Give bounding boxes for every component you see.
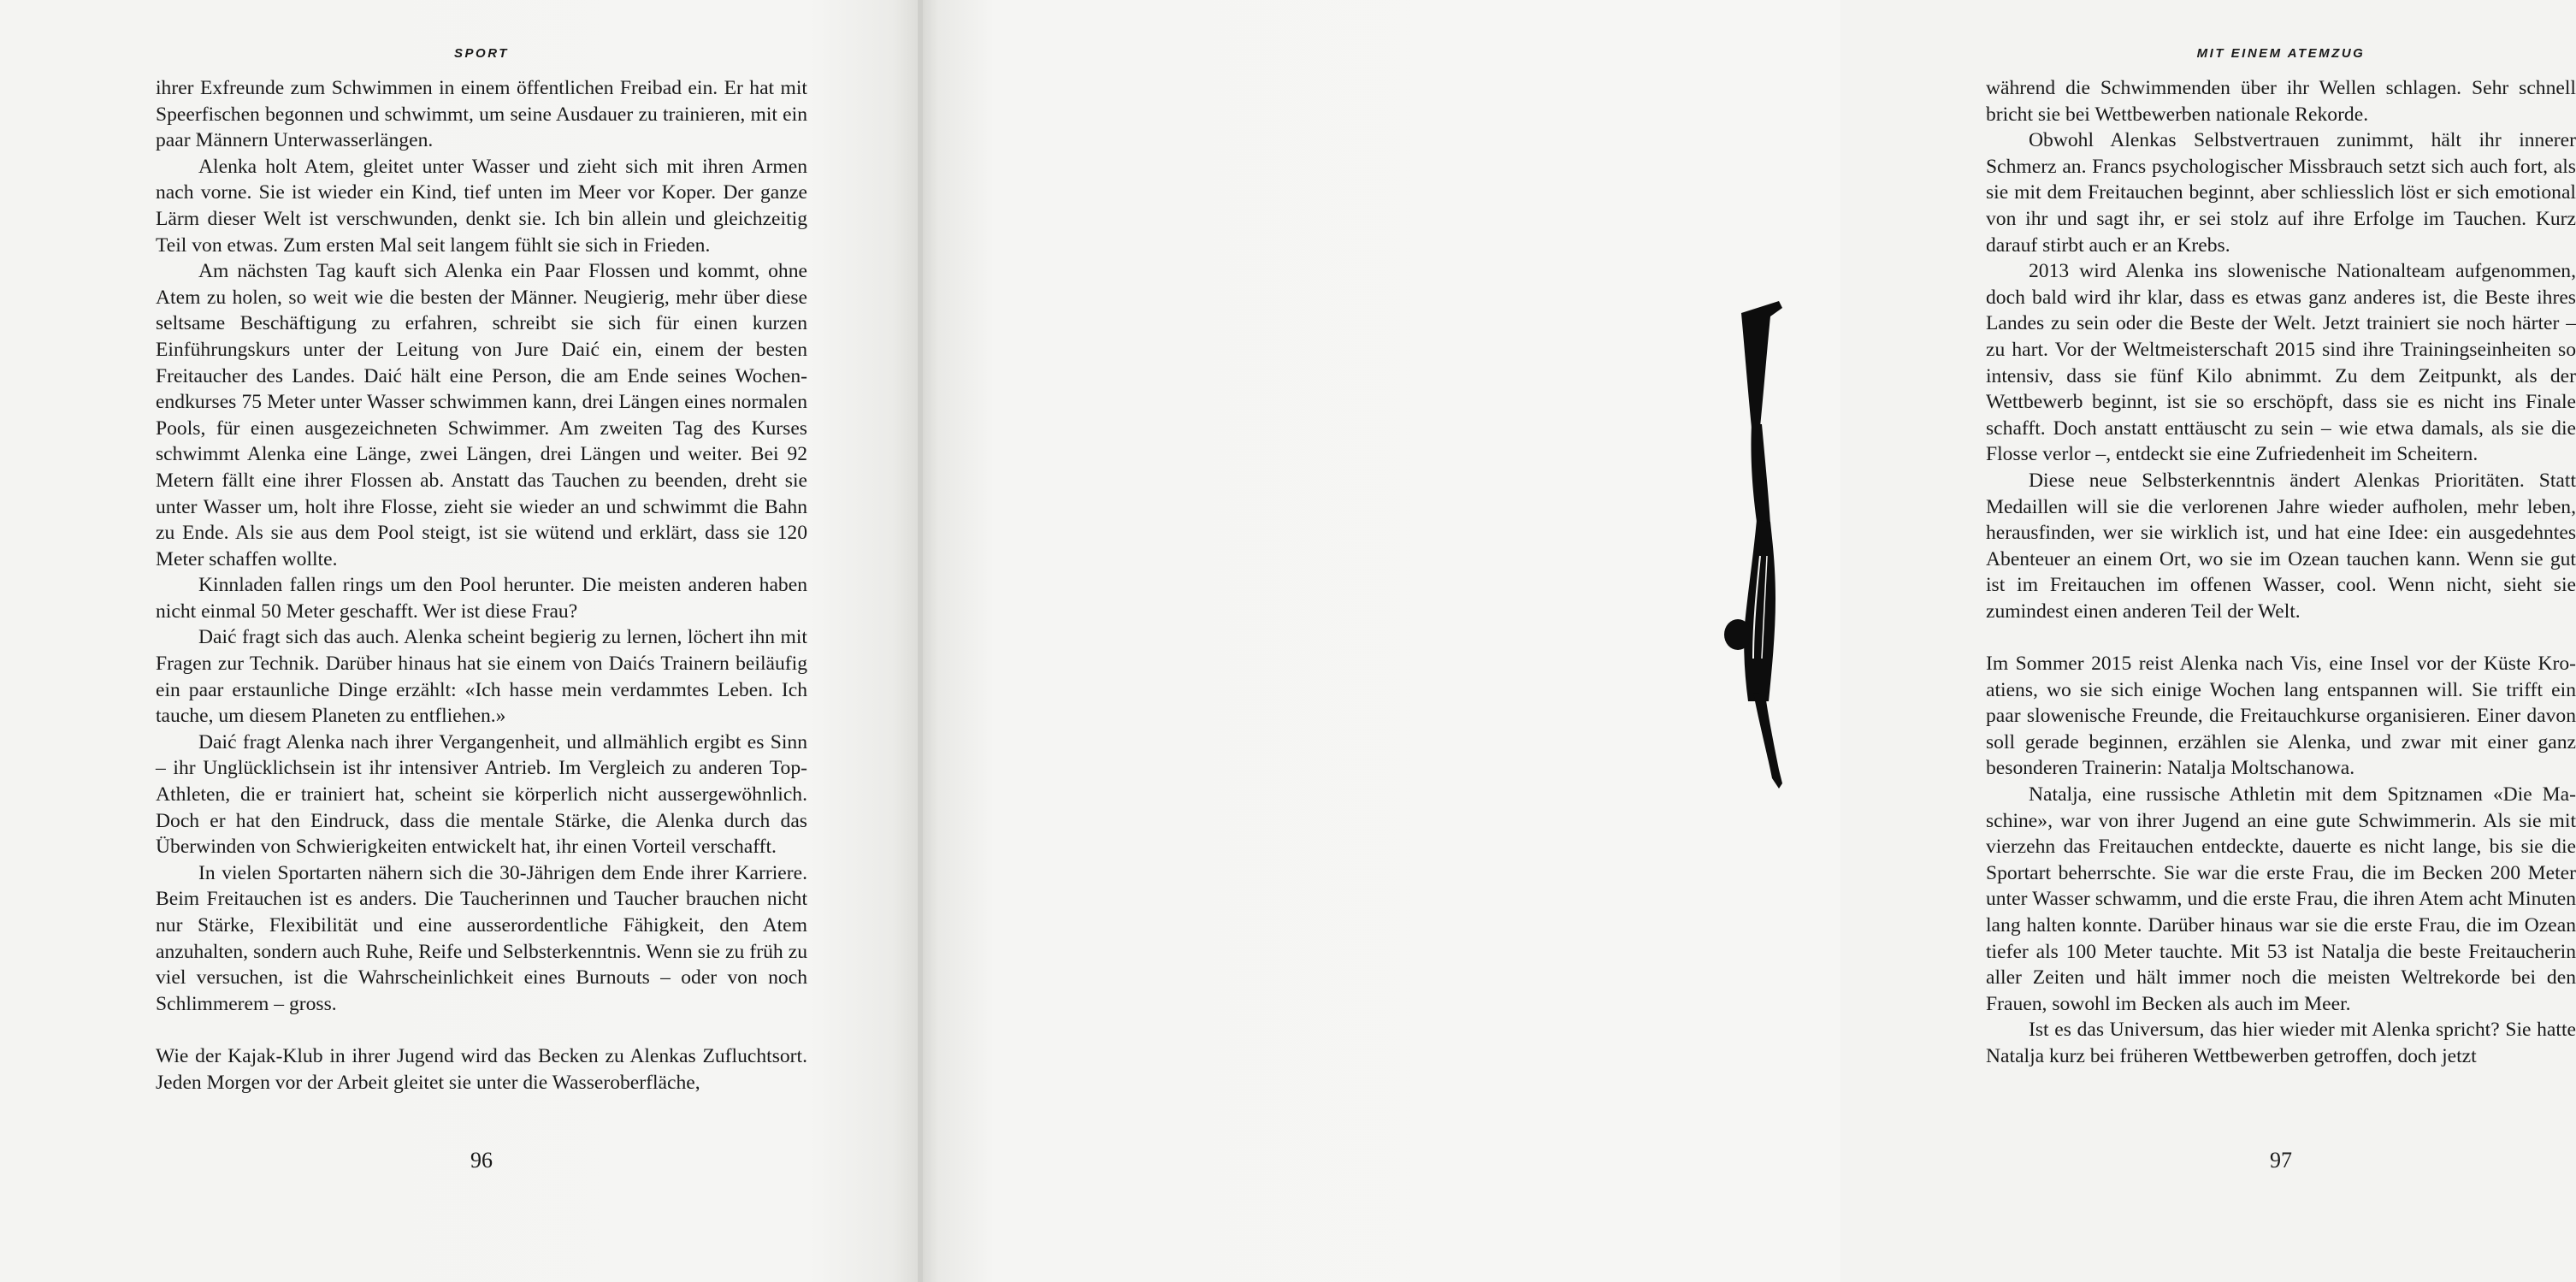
paragraph: Wie der Kajak-Klub in ihrer Jugend wird das Becken zu Alenkas Zufluchtsort. Jeden Morgen vor der Arbeit gleitet sie unter die Wasseroberfläche,	[156, 1044, 807, 1094]
paragraph: Kinnladen fallen rings um den Pool herunter. Die meisten anderen haben nicht einmal 50 Meter geschafft. Wer ist diese Frau?	[156, 574, 807, 623]
paragraph: Obwohl Alenkas Selbstvertrauen zunimmt, hält ihr innerer Schmerz an. Francs psychologischer Missbrauch setzt sich auch fort, als sie mit dem Freitauchen beginnt, aber schliesslich löst er sich emotional von ihr und sagt ihr, er sei stolz auf ihre Erfolge im Tauchen. Kurz darauf stirbt auch er an Krebs.	[1986, 129, 2576, 257]
running-head-right: MIT EINEM ATEMZUG	[2196, 46, 2366, 61]
paragraph: Daić fragt Alenka nach ihrer Vergangenheit, und allmählich ergibt es Sinn – ihr Unglücklichsein ist ihr intensiver Antrieb. Im Vergleich zu anderen Top-Athleten, die er trainiert hat, scheint sie körperlich nicht aussergewöhnlich. Doch er hat den Eindruck, dass die mentale Stärke, die Alenka durch das Überwinden von Schwierigkeiten entwickelt hat, ihr einen Vorteil verschafft.	[156, 730, 807, 859]
paragraph: Natalja, eine russische Athletin mit dem Spitznamen «Die Maschine», war von ihrer Jugend an eine gute Schwimmerin. Als sie mit vierzehn das Freitauchen entdeckte, dauerte es nicht lange, bis sie die Sportart beherrschte. Sie war die erste Frau, die im Becken 200 Meter unter Wasser schwamm, und die erste Frau, die ihren Atem acht Minuten lang halten konnte. Darüber hinaus war sie die erste Frau, die im Ozean tiefer als 100 Meter tauchte. Mit 53 ist Natalja die beste Freitaucherin aller Zeiten und hält immer noch die meisten Weltrekorde bei den Frauen, sowohl im Becken als auch im Meer.	[1986, 783, 2576, 1015]
paragraph: Daić fragt sich das auch. Alenka scheint begierig zu lernen, löchert ihn mit Fragen zur Technik. Darüber hinaus hat sie einem von Daićs Trainern beiläufig ein paar erstaunliche Dinge erzählt: «Ich hasse mein verdammtes Leben. Ich tauche, um diesem Planeten zu entfliehen.»	[156, 626, 807, 728]
text-column-left	[156, 75, 807, 1096]
paragraph: Im Sommer 2015 reist Alenka nach Vis, eine Insel vor der Küste Kroatiens, wo sie sich einige Wochen lang entspannen will. Sie trifft ein paar slowenische Freunde, die Freitauchkurse organisieren. Einer davon soll gerade beginnen, erzählen sie Alenka, und zwar mit einer ganz besonderen Trainerin: Natalja Moltschanowa.	[1986, 653, 2576, 780]
book-gutter	[918, 0, 923, 1282]
right-page	[920, 0, 2576, 1282]
paragraph: ihrer Exfreunde zum Schwimmen in einem öffentlichen Freibad ein. Er hat mit Speerfischen begonnen und schwimmt, um seine Ausdauer zu trainieren, mit ein paar Männern Unterwasserlängen.	[156, 77, 807, 152]
running-head-left: SPORT	[454, 46, 509, 61]
paragraph: Am nächsten Tag kauft sich Alenka ein Paar Flossen und kommt, ohne Atem zu holen, so weit wie die besten der Männer. Neugierig, mehr über diese seltsame Beschäftigung zu erfahren, schreibt sie sich für einen kurzen Einführungskurs unter der Leitung von Jure Daić ein, einem der besten Freitaucher des Landes. Daić hält eine Person, die am Ende seines Wochenendkurses 75 Meter unter Wasser schwimmen kann, drei Längen eines normalen Pools, für einen ausgezeichneten Schwimmer. Am zweiten Tag des Kurses schwimmt Alenka eine Länge, zwei Längen, drei Längen und weiter. Bei 92 Metern fällt eine ihrer Flossen ab. Anstatt das Tauchen zu beenden, dreht sie unter Wasser um, holt ihre Flosse, zieht sie wieder an und schwimmt die Bahn zu Ende. Als sie aus dem Pool steigt, ist sie wütend und erklärt, dass sie 120 Meter schaffen wollte.	[156, 260, 807, 570]
left-page	[0, 0, 920, 1282]
paragraph: Ist es das Universum, das hier wieder mit Alenka spricht? Sie hatte Natalja kurz bei früheren Wettbewerben getroffen, doch jetzt	[1986, 1019, 2576, 1067]
paragraph: Diese neue Selbsterkenntnis ändert Alenkas Prioritäten. Statt Medaillen will sie die verlorenen Jahre wieder aufholen, mehr leben, herausfinden, wer sie wirklich ist, und hat eine Idee: ein ausgedehntes Abenteuer an einem Ort, wo sie im Ozean tauchen kann. Wenn sie gut ist im Freitauchen im offenen Wasser, cool. Wenn nicht, sieht sie zumindest einen anderen Teil der Welt.	[1986, 469, 2576, 623]
page-number-left: 96	[470, 1148, 493, 1173]
paragraph: In vielen Sportarten nähern sich die 30-Jährigen dem Ende ihrer Karriere. Beim Freitauchen ist es anders. Die Taucherinnen und Taucher brauchen nicht nur Stärke, Flexibilität und eine ausserordentliche Fähigkeit, den Atem anzuhalten, sondern auch Ruhe, Reife und Selbsterkenntnis. Wenn sie zu früh zu viel versuchen, ist die Wahrscheinlichkeit eines Burnouts – oder von noch Schlimmerem – gross.	[156, 861, 807, 1015]
freediver-silhouette-icon	[1719, 299, 1805, 795]
paragraph: 2013 wird Alenka ins slowenische Nationalteam aufgenommen, doch bald wird ihr klar, dass es etwas ganz anderes ist, die Beste ihres Landes zu sein oder die Beste der Welt. Jetzt trainiert sie noch härter – zu hart. Vor der Weltmeisterschaft 2015 sind ihre Trainingseinheiten so intensiv, dass sie fünf Kilo abnimmt. Zu dem Zeitpunkt, als der Wettbewerb beginnt, ist sie so erschöpft, dass sie es nicht ins Finale schafft. Doch anstatt enttäuscht zu sein – wie etwa damals, als sie die Flosse verlor –, entdeckt sie eine Zufriedenheit im Scheitern.	[1986, 260, 2576, 466]
page-number-right: 97	[2270, 1148, 2292, 1173]
paragraph: während die Schwimmenden über ihr Wellen schlagen. Sehr schnell bricht sie bei Wettbewerben nationale Rekorde.	[1986, 77, 2576, 126]
text-column-right	[1986, 75, 2576, 1070]
paragraph: Alenka holt Atem, gleitet unter Wasser und zieht sich mit ihren Armen nach vorne. Sie ist wieder ein Kind, tief unten im Meer vor Koper. Der ganze Lärm dieser Welt ist verschwunden, denkt sie. Ich bin allein und gleichzeitig Teil von etwas. Zum ersten Mal seit langem fühlt sie sich in Frieden.	[156, 155, 807, 257]
